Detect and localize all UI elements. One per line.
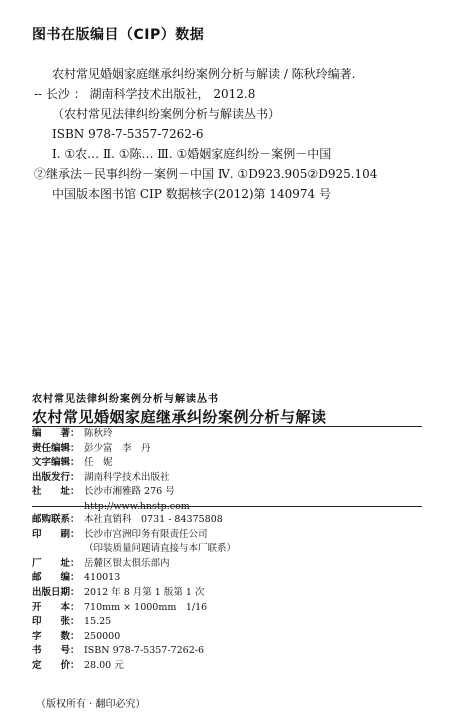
info-value: 彭少富 李 丹 <box>84 442 151 454</box>
info-value: ISBN 978-7-5357-7262-6 <box>84 645 204 657</box>
info-label: 书 号： <box>32 645 80 657</box>
divider-middle <box>32 506 422 507</box>
info-label: 印 张： <box>32 616 80 628</box>
info-label: 出版发行： <box>32 471 80 483</box>
cip-line-classification: ②继承法－民事纠纷－案例－中国 Ⅳ. ①D923.905②D925.104 <box>34 167 378 181</box>
info-label: 出版日期： <box>32 586 80 598</box>
info-label: 厂 址： <box>32 557 80 569</box>
info-value: （印装质量问题请直接与本厂联系） <box>84 543 237 555</box>
info-value: 湖南科学技术出版社 <box>84 471 170 483</box>
copyright-notice: （版权所有 · 翻印必究） <box>36 699 146 710</box>
info-row-format <box>32 601 432 616</box>
info-label: 社 址： <box>32 486 80 498</box>
info-row-author <box>32 427 432 442</box>
info-label: 文字编辑： <box>32 457 80 469</box>
info-value: 本社直销科 0731 - 84375808 <box>84 514 223 525</box>
info-label: 邮购联系： <box>32 514 80 525</box>
series-title: 农村常见法律纠纷案例分析与解读丛书 <box>32 394 219 405</box>
info-row-sheets <box>32 615 432 630</box>
cip-line-publisher: -- 长沙 ： 湖南科学技术出版社， 2012.8 <box>34 87 256 101</box>
info-value: 710mm × 1000mm 1/16 <box>84 601 208 613</box>
info-label: 开 本： <box>32 601 80 613</box>
info-label: 邮 编： <box>32 572 80 584</box>
info-value: 250000 <box>84 630 121 642</box>
cip-line-record-number: 中国版本图书馆 CIP 数据核字(2012)第 140974 号 <box>52 187 331 201</box>
cip-line-title: 农村常见婚姻家庭继承纠纷案例分析与解读 / 陈秋玲编著. <box>52 67 356 81</box>
info-row-mail-order <box>32 513 432 528</box>
info-row-printer-note <box>32 542 432 557</box>
info-row-postcode <box>32 571 432 586</box>
info-row-price <box>32 659 432 674</box>
info-row-address <box>32 485 432 500</box>
info-row-editor <box>32 442 432 457</box>
cip-heading: 图书在版编目（CIP）数据 <box>32 27 205 43</box>
info-value-website: http://www.hnstp.com <box>84 500 190 512</box>
info-value: 长沙市宫洲印务有限责任公司 <box>84 528 208 540</box>
info-label: 字 数： <box>32 630 80 642</box>
info-row-factory-address <box>32 557 432 572</box>
cip-line-isbn: ISBN 978-7-5357-7262-6 <box>52 127 204 141</box>
info-value: 长沙市湘雅路 276 号 <box>84 486 175 498</box>
info-label: 编 著： <box>32 428 80 439</box>
info-row-printer <box>32 528 432 543</box>
publication-info-secondary <box>32 513 432 674</box>
info-value: 410013 <box>84 572 121 584</box>
cip-line-series: （农村常见法律纠纷案例分析与解读丛书） <box>52 107 281 121</box>
info-row-publish-date <box>32 586 432 601</box>
info-label: 定 价： <box>32 659 80 671</box>
info-value: 28.00 元 <box>84 659 124 671</box>
info-row-isbn <box>32 644 432 659</box>
info-label: 责任编辑： <box>32 442 80 454</box>
info-value: 岳麓区银太俱乐部内 <box>84 557 170 569</box>
book-title: 农村常见婚姻家庭继承纠纷案例分析与解读 <box>32 408 327 426</box>
cip-line-subjects: Ⅰ. ①农… Ⅱ. ①陈… Ⅲ. ①婚姻家庭纠纷－案例－中国 <box>52 147 332 161</box>
info-row-word-count <box>32 630 432 645</box>
info-row-text-editor <box>32 456 432 471</box>
info-value: 任 妮 <box>84 457 113 469</box>
info-value: 15.25 <box>84 616 112 628</box>
info-value: 2012 年 8 月第 1 版第 1 次 <box>84 586 205 598</box>
info-label: 印 刷： <box>32 528 80 540</box>
publication-info-primary <box>32 427 432 515</box>
info-value: 陈秋玲 <box>84 428 113 439</box>
cip-record <box>34 64 442 204</box>
info-row-publisher <box>32 471 432 486</box>
